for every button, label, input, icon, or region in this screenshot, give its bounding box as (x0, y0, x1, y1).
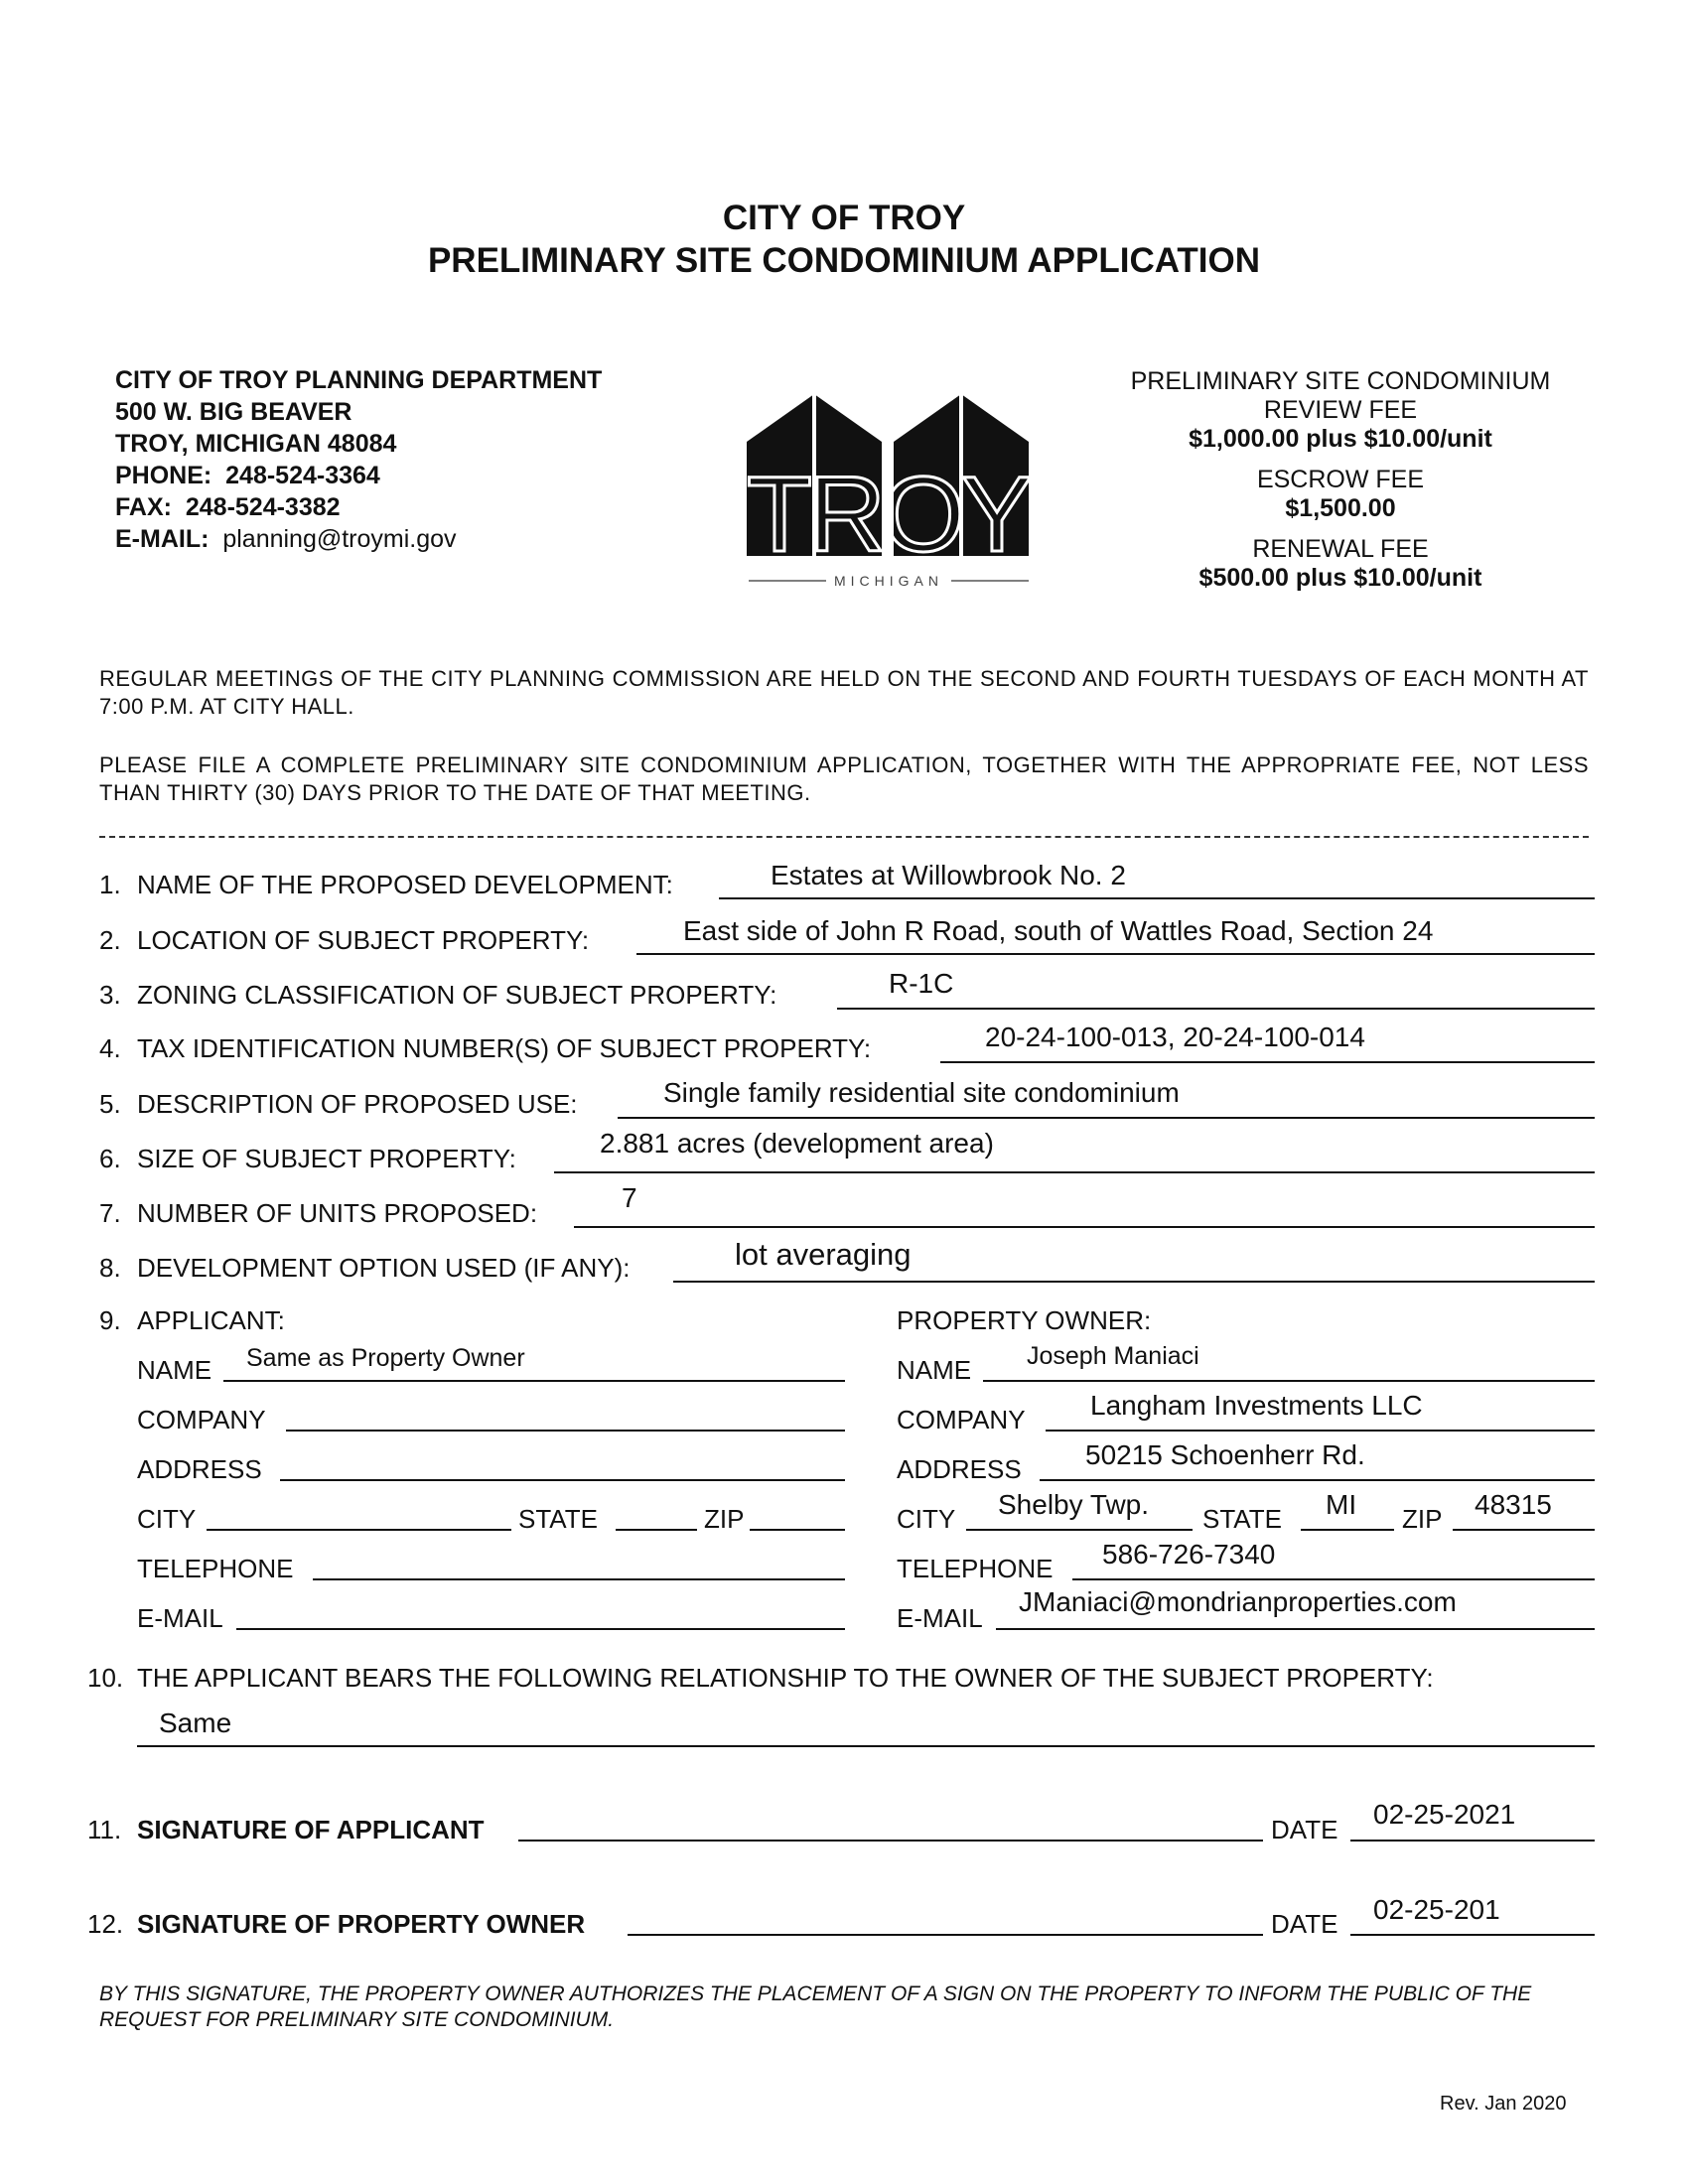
department-address (115, 364, 602, 555)
field-label: SIZE OF SUBJECT PROPERTY: (137, 1144, 516, 1173)
owner-company-label: COMPANY (897, 1405, 1026, 1434)
field-tax-id (0, 1024, 1688, 1063)
applicant-date-input[interactable]: 02-25-2021 (1373, 1799, 1516, 1830)
escrow-fee-title: ESCROW FEE (1256, 466, 1425, 493)
field-label: DESCRIPTION OF PROPOSED USE: (137, 1089, 578, 1119)
units-input[interactable]: 7 (622, 1182, 637, 1213)
section9-number: 9. (99, 1305, 121, 1335)
applicant-telephone-line (313, 1578, 845, 1580)
field-size (0, 1128, 1688, 1173)
owner-address-line (1040, 1479, 1595, 1481)
review-fee-title-2: REVIEW FEE (1263, 396, 1418, 424)
owner-state-label: STATE (1202, 1504, 1282, 1534)
field-number: 5. (99, 1089, 121, 1119)
owner-telephone-line (1072, 1578, 1595, 1580)
owner-date-input[interactable]: 02-25-201 (1373, 1894, 1500, 1925)
renewal-fee-title: RENEWAL FEE (1252, 535, 1429, 563)
filing-notice: PLEASE FILE A COMPLETE PRELIMINARY SITE CONDOMINIUM APPLICATION, TOGETHER WITH THE APPROPRIATE FEE, NOT LESS THAN THIRTY (30) DAYS PRIOR TO THE DATE OF THAT MEETING. (99, 752, 1589, 805)
renewal-fee-amount: $500.00 plus $10.00/unit (1198, 564, 1482, 592)
size-input[interactable]: 2.881 acres (development area) (600, 1128, 994, 1159)
revision-note: Rev. Jan 2020 (1440, 2093, 1567, 2115)
owner-company-input[interactable]: Langham Investments LLC (1090, 1390, 1423, 1421)
field-units (0, 1182, 1688, 1228)
owner-zip-label: ZIP (1402, 1504, 1443, 1534)
tax-id-input[interactable]: 20-24-100-013, 20-24-100-014 (985, 1022, 1365, 1052)
department-email (115, 523, 602, 555)
phone-label: PHONE: (115, 462, 212, 489)
applicant-date-label: DATE (1271, 1815, 1338, 1844)
relationship-input[interactable]: Same (159, 1707, 232, 1738)
applicant-state-label: STATE (518, 1504, 598, 1534)
review-fee-amount: $1,000.00 plus $10.00/unit (1189, 425, 1492, 453)
field-location (0, 915, 1688, 955)
department-phone (115, 460, 602, 491)
svg-text:TROY: TROY (746, 454, 1030, 574)
field-label: LOCATION OF SUBJECT PROPERTY: (137, 925, 590, 955)
owner-signature-line[interactable] (628, 1934, 1263, 1936)
department-name: CITY OF TROY PLANNING DEPARTMENT (115, 366, 603, 394)
owner-state-input[interactable]: MI (1326, 1489, 1357, 1520)
applicant-name-label: NAME (137, 1355, 212, 1385)
review-fee-title-1: PRELIMINARY SITE CONDOMINIUM (1130, 367, 1551, 395)
owner-city-label: CITY (897, 1504, 956, 1534)
applicant-email-label: E-MAIL (137, 1603, 223, 1633)
applicant-address-label: ADDRESS (137, 1454, 262, 1484)
field-number: 2. (99, 925, 121, 955)
owner-name-line (983, 1380, 1595, 1382)
owner-zip-line (1453, 1529, 1595, 1531)
phone-value: 248-524-3364 (225, 462, 380, 489)
meetings-notice: REGULAR MEETINGS OF THE CITY PLANNING COMMISSION ARE HELD ON THE SECOND AND FOURTH TUESDAYS OF EACH MONTH AT 7:00 P.M. AT CITY HALL. (99, 666, 1589, 719)
email-value: planning@troymi.gov (222, 525, 457, 553)
field-number: 8. (99, 1253, 121, 1283)
development-option-input[interactable]: lot averaging (735, 1237, 912, 1272)
location-input[interactable]: East side of John R Road, south of Wattles Road, Section 24 (683, 915, 1434, 946)
owner-name-input[interactable]: Joseph Maniaci (1027, 1342, 1199, 1370)
field-line (574, 1226, 1595, 1228)
department-street: 500 W. BIG BEAVER (115, 398, 352, 426)
field-development-option (0, 1237, 1688, 1283)
department-city-state: TROY, MICHIGAN 48084 (115, 430, 397, 458)
troy-logo (745, 392, 1033, 591)
field-number: 4. (99, 1033, 121, 1063)
owner-address-input[interactable]: 50215 Schoenherr Rd. (1085, 1439, 1365, 1470)
applicant-city-line (207, 1529, 511, 1531)
applicant-telephone-label: TELEPHONE (137, 1554, 294, 1583)
applicant-signature-label: SIGNATURE OF APPLICANT (137, 1815, 485, 1844)
owner-telephone-input[interactable]: 586-726-7340 (1102, 1539, 1276, 1570)
applicant-company-line (286, 1430, 845, 1432)
owner-date-line (1350, 1934, 1595, 1936)
field-number: 1. (99, 870, 121, 899)
owner-email-line (996, 1628, 1595, 1630)
applicant-name-line (223, 1380, 845, 1382)
applicant-signature-line[interactable] (518, 1840, 1263, 1842)
field-label: TAX IDENTIFICATION NUMBER(S) OF SUBJECT PROPERTY: (137, 1033, 872, 1063)
owner-state-line (1301, 1529, 1394, 1531)
applicant-heading: APPLICANT: (137, 1305, 285, 1335)
field-number: 3. (99, 980, 121, 1010)
owner-date-label: DATE (1271, 1909, 1338, 1939)
field-line (719, 897, 1595, 899)
authorization-note: BY THIS SIGNATURE, THE PROPERTY OWNER AUTHORIZES THE PLACEMENT OF A SIGN ON THE PROPERTY TO INFORM THE PUBLIC OF THE REQUEST FOR PRELIMINARY SITE CONDOMINIUM. (99, 1982, 1532, 2031)
applicant-zip-label: ZIP (704, 1504, 745, 1534)
owner-email-label: E-MAIL (897, 1603, 983, 1633)
field-line (554, 1171, 1595, 1173)
owner-telephone-label: TELEPHONE (897, 1554, 1054, 1583)
field-number: 7. (99, 1198, 121, 1228)
owner-heading: PROPERTY OWNER: (897, 1305, 1152, 1335)
field-line (618, 1117, 1595, 1119)
applicant-city-label: CITY (137, 1504, 197, 1534)
field-label: NUMBER OF UNITS PROPOSED: (137, 1198, 538, 1228)
field-line (837, 1008, 1595, 1010)
owner-signature-label: SIGNATURE OF PROPERTY OWNER (137, 1909, 586, 1939)
troy-logo-graphic (745, 392, 1033, 591)
applicant-date-line (1350, 1840, 1595, 1842)
owner-zip-input[interactable]: 48315 (1475, 1489, 1552, 1520)
development-name-input[interactable]: Estates at Willowbrook No. 2 (771, 860, 1126, 890)
relationship-label: THE APPLICANT BEARS THE FOLLOWING RELATIONSHIP TO THE OWNER OF THE SUBJECT PROPERTY: (137, 1663, 1434, 1693)
applicant-zip-line (750, 1529, 845, 1531)
department-fax (115, 491, 602, 523)
fax-label: FAX: (115, 493, 172, 521)
section11-number: 11. (87, 1815, 122, 1844)
applicant-address-line (280, 1479, 845, 1481)
relationship-line (137, 1745, 1595, 1747)
separator (99, 836, 1589, 838)
field-label: NAME OF THE PROPOSED DEVELOPMENT: (137, 870, 673, 899)
svg-text:MICHIGAN: MICHIGAN (834, 573, 943, 589)
field-number: 6. (99, 1144, 121, 1173)
applicant-email-line (236, 1628, 845, 1630)
owner-city-line (966, 1529, 1193, 1531)
applicant-state-line (616, 1529, 697, 1531)
email-label: E-MAIL: (115, 525, 210, 553)
field-development-name (0, 860, 1688, 899)
field-label: DEVELOPMENT OPTION USED (IF ANY): (137, 1253, 631, 1283)
field-use-description (0, 1079, 1688, 1119)
escrow-fee-amount: $1,500.00 (1285, 494, 1396, 522)
field-line (940, 1061, 1595, 1063)
owner-address-label: ADDRESS (897, 1454, 1022, 1484)
field-label: ZONING CLASSIFICATION OF SUBJECT PROPERTY: (137, 980, 777, 1010)
field-line (673, 1281, 1595, 1283)
page-subtitle: PRELIMINARY SITE CONDOMINIUM APPLICATION (427, 241, 1261, 280)
zoning-input[interactable]: R-1C (889, 968, 954, 999)
field-line (636, 953, 1595, 955)
fees-block (1072, 367, 1609, 593)
owner-email-input[interactable]: JManiaci@mondrianproperties.com (1019, 1586, 1457, 1617)
page-title: CITY OF TROY (722, 199, 966, 237)
section12-number: 12. (87, 1909, 124, 1939)
field-zoning (0, 970, 1688, 1010)
owner-name-label: NAME (897, 1355, 972, 1385)
applicant-name-input[interactable]: Same as Property Owner (246, 1344, 525, 1372)
section10-number: 10. (87, 1663, 124, 1693)
use-description-input[interactable]: Single family residential site condominium (663, 1077, 1180, 1108)
applicant-company-label: COMPANY (137, 1405, 266, 1434)
fax-value: 248-524-3382 (185, 493, 341, 521)
owner-city-input[interactable]: Shelby Twp. (998, 1489, 1150, 1520)
owner-company-line (1046, 1430, 1595, 1432)
